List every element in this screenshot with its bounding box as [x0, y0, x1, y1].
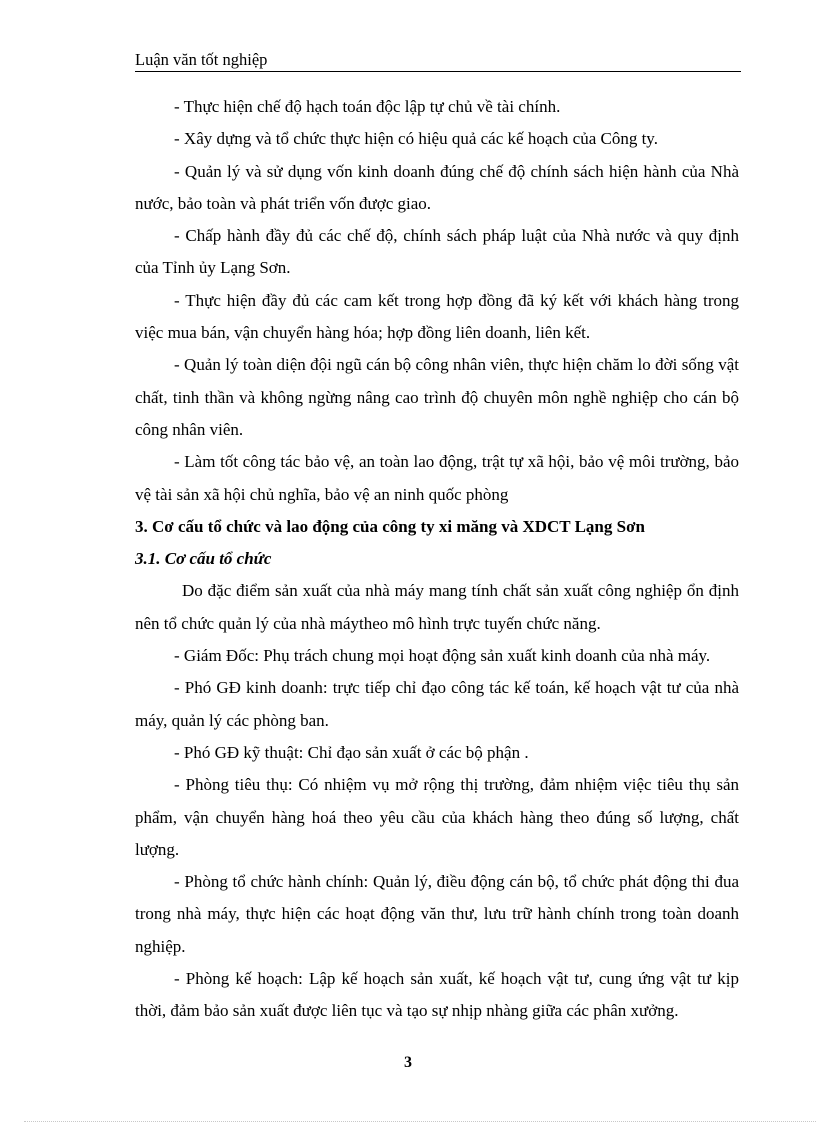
paragraph: - Phòng kế hoạch: Lập kế hoạch sản xuất, kế hoạch vật tư, cung ứng vật tư kịp thời, đảm bảo sản xuất được liên tục và tạo sự nhịp nhàng giữa các phân xưởng.	[135, 969, 739, 1021]
section-heading: 3. Cơ cấu tổ chức và lao động của công ty xi măng và XDCT Lạng Sơn	[135, 516, 645, 536]
paragraph: - Chấp hành đầy đủ các chế độ, chính sách pháp luật của Nhà nước và quy định của Tỉnh ủy Lạng Sơn.	[135, 226, 739, 278]
page-number: 3	[404, 1054, 412, 1071]
running-header: Luận văn tốt nghiệp	[135, 50, 268, 69]
paragraph: Do đặc điểm sản xuất của nhà máy mang tính chất sản xuất công nghiệp ổn định nên tổ chức quản lý của nhà máytheo mô hình trực tuyến chức năng.	[135, 581, 739, 633]
paragraph: - Phòng tiêu thụ: Có nhiệm vụ mở rộng thị trường, đảm nhiệm việc tiêu thụ sản phẩm, vận chuyển hàng hoá theo yêu cầu của khách hàng theo đúng số lượng, chất lượng.	[135, 775, 739, 859]
paragraph: - Thực hiện chế độ hạch toán độc lập tự chủ về tài chính.	[174, 97, 561, 116]
paragraph: - Quản lý và sử dụng vốn kinh doanh đúng chế độ chính sách hiện hành của Nhà nước, bảo toàn và phát triển vốn được giao.	[135, 161, 739, 213]
page-bottom-divider	[24, 1121, 816, 1122]
document-body	[135, 91, 739, 1028]
paragraph: - Phó GĐ kỹ thuật: Chỉ đạo sản xuất ở các bộ phận .	[174, 742, 529, 762]
paragraph: - Phòng tổ chức hành chính: Quản lý, điều động cán bộ, tổ chức phát động thi đua trong nhà máy, thực hiện các hoạt động văn thư, lưu trữ hành chính trong toàn doanh nghiệp.	[135, 872, 739, 956]
paragraph: - Xây dựng và tổ chức thực hiện có hiệu quả các kế hoạch của Công ty.	[174, 129, 658, 149]
paragraph: - Giám Đốc: Phụ trách chung mọi hoạt động sản xuất kinh doanh của nhà máy.	[174, 646, 711, 666]
paragraph: - Làm tốt công tác bảo vệ, an toàn lao động, trật tự xã hội, bảo vệ môi trường, bảo vệ tài sản xã hội chủ nghĩa, bảo vệ an ninh quốc phòng	[135, 452, 739, 504]
paragraph: - Quản lý toàn diện đội ngũ cán bộ công nhân viên, thực hiện chăm lo đời sống vật chất, tinh thần và không ngừng nâng cao trình độ chuyên môn nghề nghiệp cho cán bộ công nhân viên.	[135, 355, 739, 439]
header-rule	[135, 71, 741, 72]
subsection-heading: 3.1. Cơ cấu tổ chức	[135, 549, 272, 569]
paragraph: - Phó GĐ kinh doanh: trực tiếp chỉ đạo công tác kế toán, kế hoạch vật tư của nhà máy, quản lý các phòng ban.	[135, 678, 739, 730]
paragraph: - Thực hiện đầy đủ các cam kết trong hợp đồng đã ký kết với khách hàng trong việc mua bán, vận chuyển hàng hóa; hợp đồng liên doanh, liên kết.	[135, 290, 739, 343]
